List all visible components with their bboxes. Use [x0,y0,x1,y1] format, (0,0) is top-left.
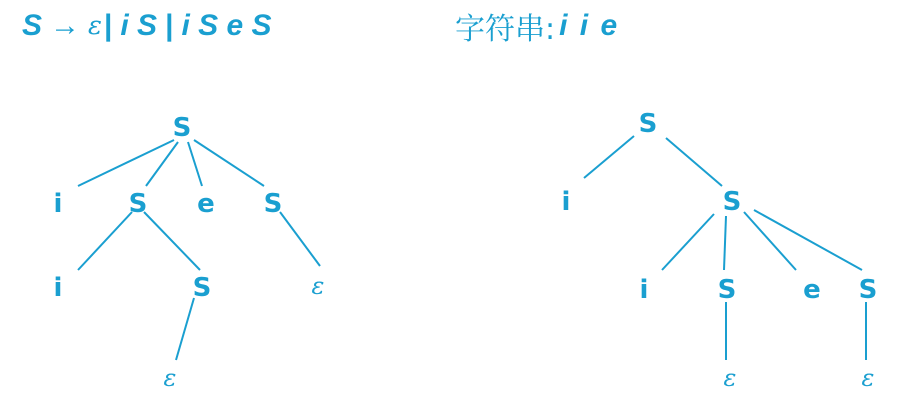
tree1-edge [146,142,178,186]
tree1-l1-s2: S [263,189,283,219]
grammar-bar: | [165,9,174,42]
tree2-l3-epsilon: ε [723,364,737,392]
tree2-l3-epsilon: ε [861,364,875,392]
tree1-edge [280,212,320,266]
input-string-value: i i e [559,9,620,42]
tree1-l2-i: i [53,273,63,303]
tree2-l2-s2: S [858,275,878,305]
tree2-edges [584,136,866,360]
grammar-lhs: S [22,9,43,42]
tree2-nodes [562,109,878,392]
grammar-alt-epsilon: ε [88,11,102,41]
tree2-l1-i: i [561,187,571,217]
tree2-root: S [638,109,658,139]
input-string-label: 字符串: [455,12,556,47]
tree1-edge [78,212,132,270]
tree1-l1-i: i [53,189,63,219]
grammar-bar: | [103,9,113,42]
tree1-edge [188,142,202,186]
tree1-l1-e: e [197,189,215,219]
tree1-root: S [172,113,192,143]
tree1-l3-epsilon: ε [163,364,177,392]
tree1-l1-s: S [128,189,148,219]
tree1-edge [176,298,194,360]
tree2-edge [666,138,722,186]
tree1-l2-epsilon: ε [311,272,325,300]
tree1-edges [78,140,320,360]
tree2-edge [584,136,634,178]
tree2-l2-s: S [717,275,737,305]
tree1-l2-s: S [192,273,212,303]
grammar-alt-is: i S [120,9,158,42]
tree2-l2-i: i [639,275,649,305]
tree1-edge [144,212,200,270]
arrow-icon: → [50,9,81,42]
grammar-alt-ises: i S e S [181,9,272,42]
tree2-l2-e: e [803,275,821,305]
tree2-edge [662,214,714,270]
tree2-edge [744,212,796,270]
tree1-edge [78,140,174,186]
tree2-l1-s: S [722,187,742,217]
tree2-edge [724,216,726,270]
tree1-edge [194,140,264,186]
